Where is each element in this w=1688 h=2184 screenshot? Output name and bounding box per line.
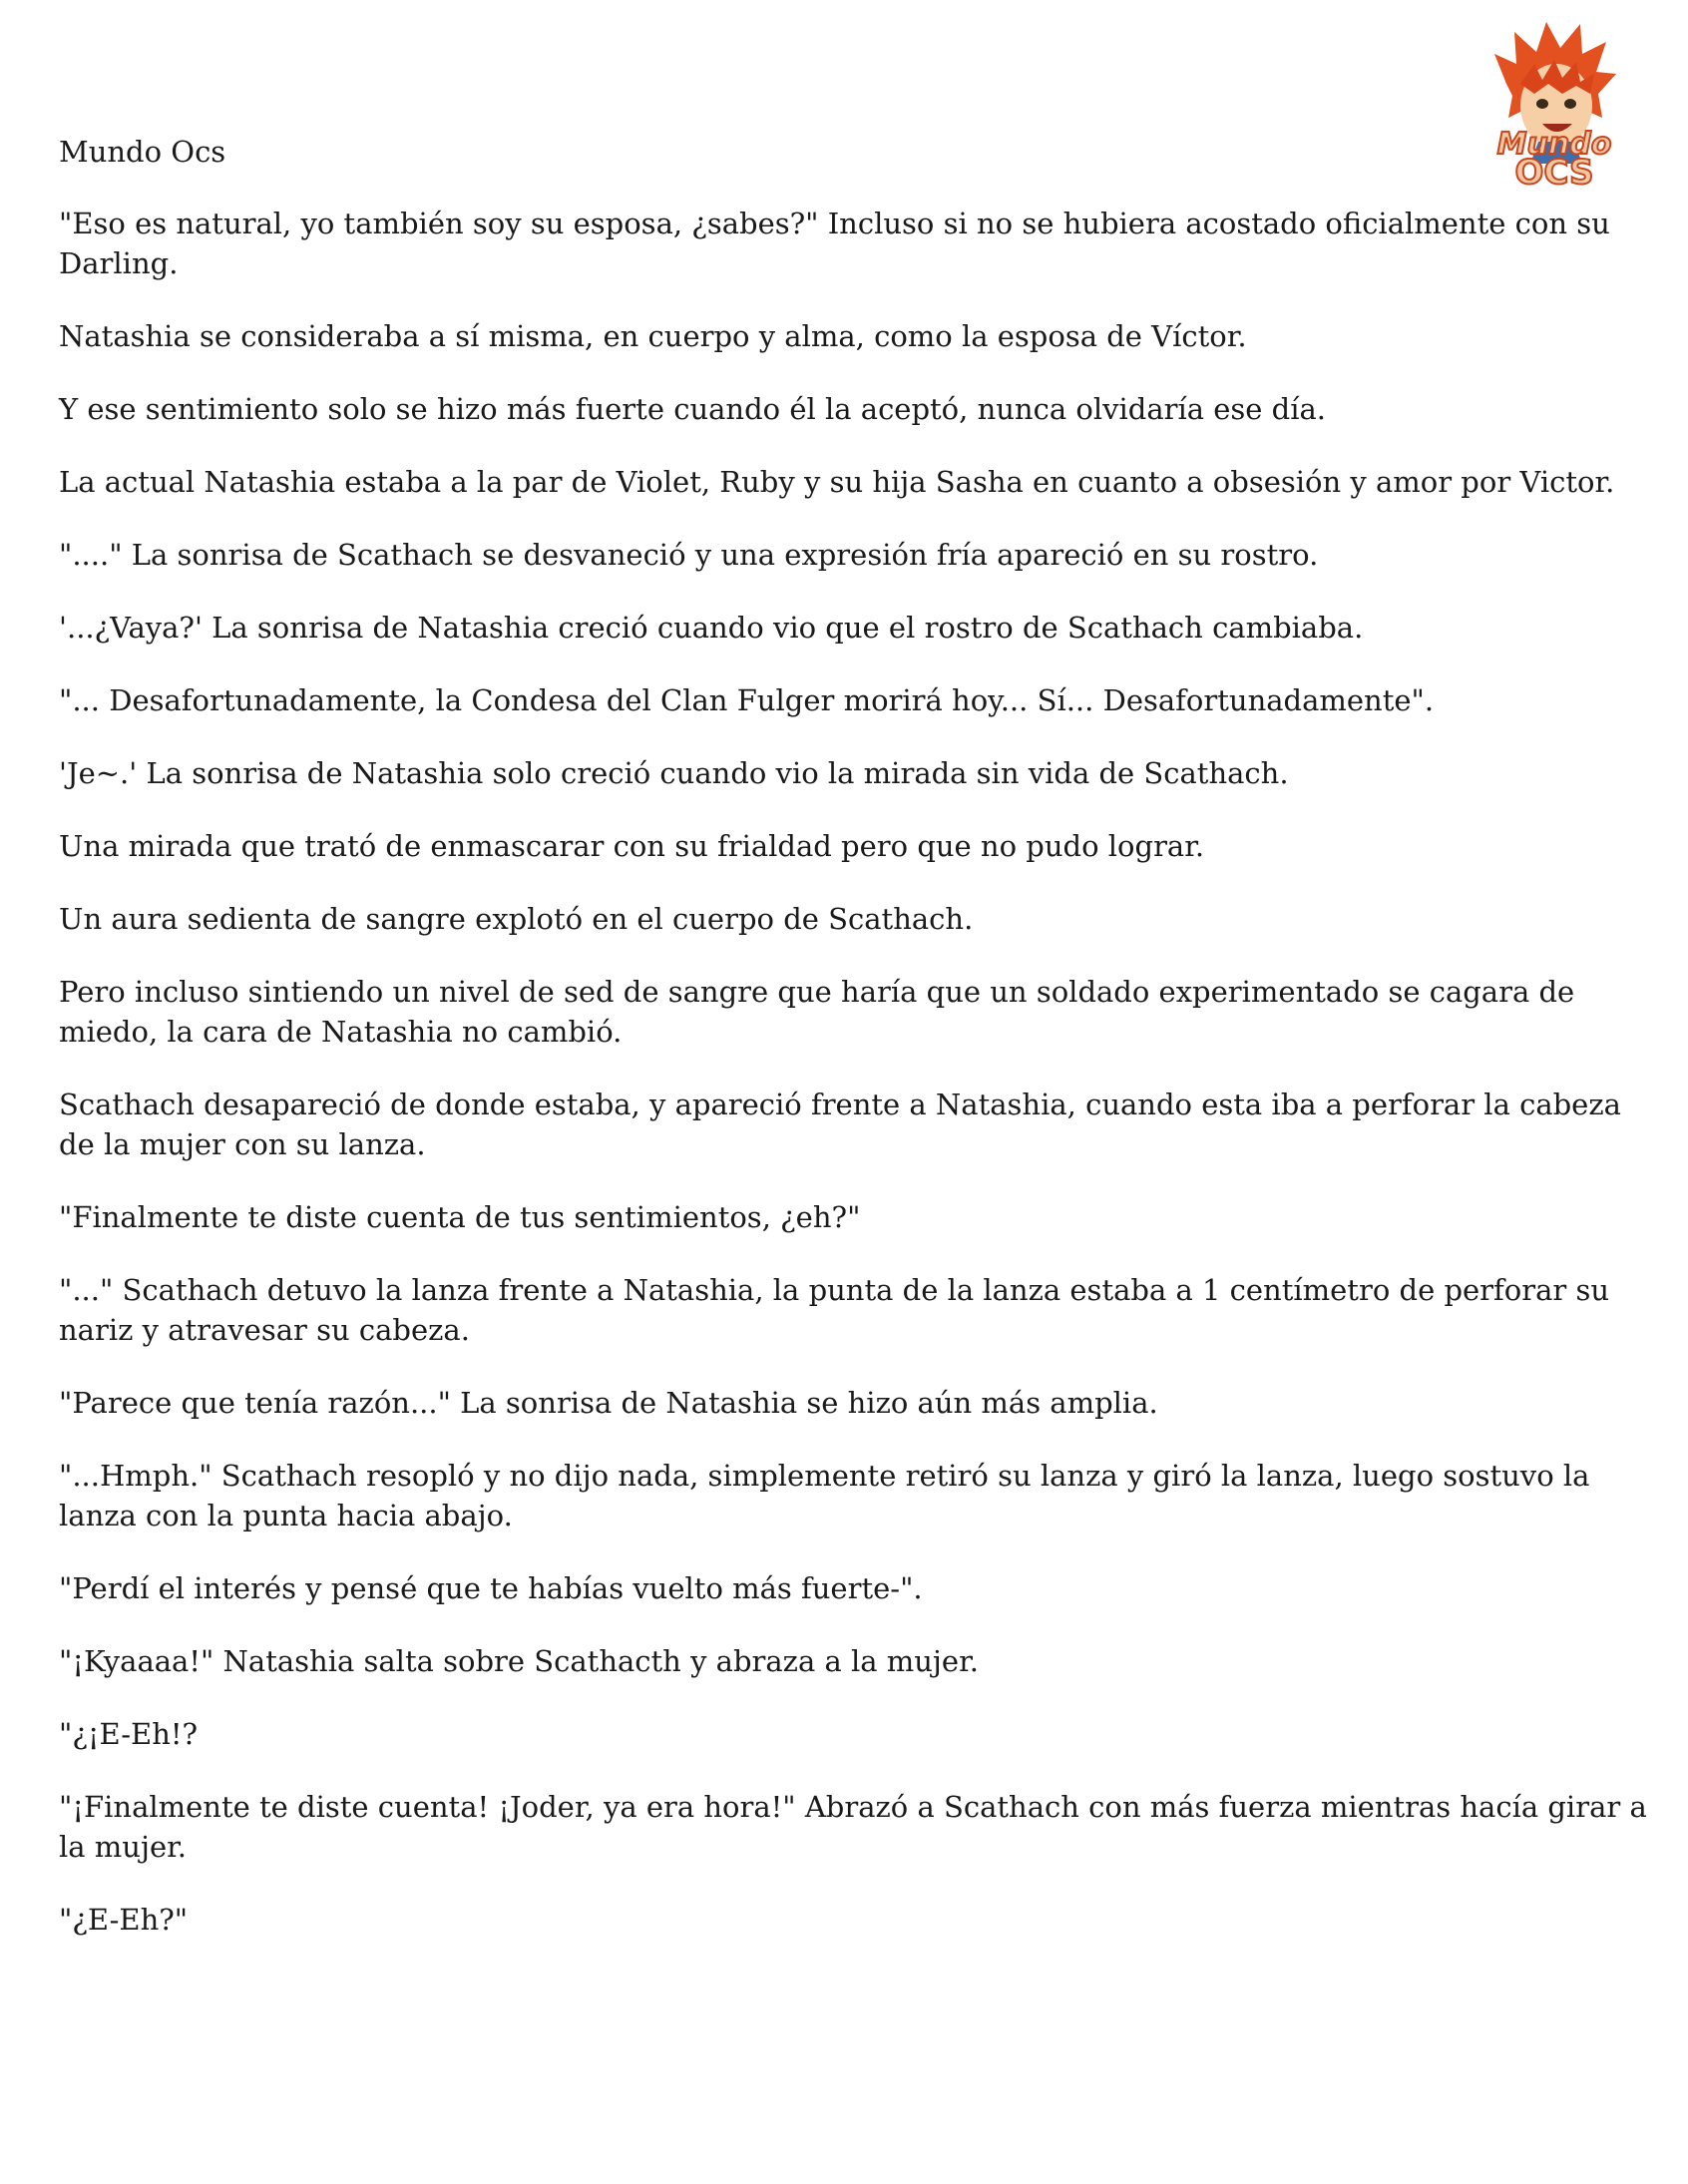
- paragraph: Natashia se consideraba a sí misma, en cuerpo y alma, como la esposa de Víctor.: [59, 319, 1247, 353]
- paragraph: "¿¡E-Eh!?: [59, 1717, 199, 1751]
- paragraph: La actual Natashia estaba a la par de Violet, Ruby y su hija Sasha en cuanto a obsesión y amor por Victor.: [59, 465, 1615, 499]
- paragraph: "..." Scathach detuvo la lanza frente a Natashia, la punta de la lanza estaba a 1 centímetro de perforar su nariz y atravesar su cabeza.: [59, 1273, 1610, 1347]
- document-header: Mundo Ocs: [59, 135, 226, 169]
- paragraph: "Eso es natural, yo también soy su esposa, ¿sabes?" Incluso si no se hubiera acostado oficialmente con su Darling.: [59, 207, 1610, 280]
- paragraph: "Perdí el interés y pensé que te habías vuelto más fuerte-".: [59, 1571, 923, 1605]
- paragraph: "... Desafortunadamente, la Condesa del Clan Fulger morirá hoy... Sí... Desafortunadamente".: [59, 683, 1435, 717]
- paragraph: "¡Finalmente te diste cuenta! ¡Joder, ya era hora!" Abrazó a Scathach con más fuerza mientras hacía girar a la mujer.: [59, 1790, 1647, 1864]
- paragraph: 'Je~.' La sonrisa de Natashia solo creció cuando vio la mirada sin vida de Scathach.: [59, 756, 1289, 790]
- logo-text-top: Mundo: [1496, 127, 1612, 162]
- paragraph: "¿E-Eh?": [59, 1903, 189, 1937]
- paragraph: Pero incluso sintiendo un nivel de sed de sangre que haría que un soldado experimentado se cagara de miedo, la cara de Natashia no cambió.: [59, 975, 1575, 1049]
- paragraph: "Parece que tenía razón..." La sonrisa de Natashia se hizo aún más amplia.: [59, 1386, 1158, 1420]
- paragraph: Una mirada que trató de enmascarar con su frialdad pero que no pudo lograr.: [59, 829, 1205, 863]
- document-body: [59, 204, 1655, 1972]
- paragraph: "Finalmente te diste cuenta de tus sentimientos, ¿eh?": [59, 1200, 861, 1234]
- mundo-ocs-logo-icon: [1465, 14, 1644, 189]
- paragraph: Y ese sentimiento solo se hizo más fuerte cuando él la aceptó, nunca olvidaría ese día.: [59, 392, 1327, 426]
- paragraph: '...¿Vaya?' La sonrisa de Natashia creció cuando vio que el rostro de Scathach cambiaba.: [59, 611, 1364, 645]
- paragraph: "...." La sonrisa de Scathach se desvaneció y una expresión fría apareció en su rostro.: [59, 538, 1319, 572]
- paragraph: "¡Kyaaaa!" Natashia salta sobre Scathacth y abraza a la mujer.: [59, 1644, 979, 1678]
- paragraph: "...Hmph." Scathach resopló y no dijo nada, simplemente retiró su lanza y giró la lanza, luego sostuvo la lanza con la punta hacia abajo.: [59, 1459, 1590, 1532]
- logo-text-bottom: OCS: [1514, 153, 1594, 189]
- paragraph: Un aura sedienta de sangre explotó en el cuerpo de Scathach.: [59, 902, 974, 936]
- paragraph: Scathach desapareció de donde estaba, y apareció frente a Natashia, cuando esta iba a perforar la cabeza de la mujer con su lanza.: [59, 1088, 1621, 1161]
